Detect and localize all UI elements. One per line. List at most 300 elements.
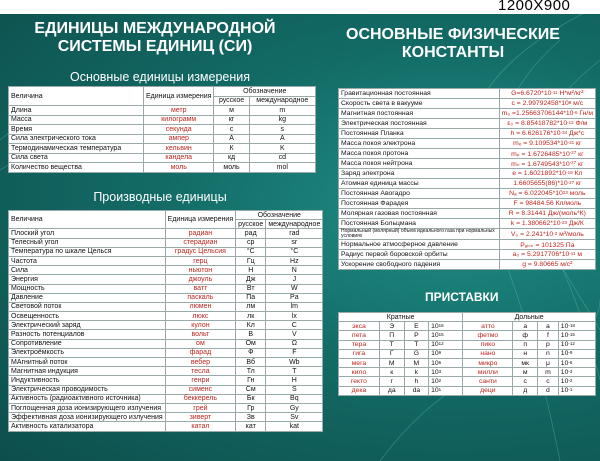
unit-cell: ампер — [144, 134, 214, 144]
russian-symbol-cell: кд — [214, 153, 249, 163]
quantity-cell: Длина — [9, 106, 144, 116]
unit-cell: тесла — [165, 367, 235, 376]
unit-cell: фарад — [165, 348, 235, 357]
constant-name-cell: Масса покоя нейтрона — [339, 159, 500, 169]
unit-cell: беккерель — [165, 394, 235, 403]
table-row — [9, 106, 316, 116]
exponent: -23 — [560, 220, 567, 225]
prefix-russian-cell: с — [513, 377, 538, 386]
exponent: -6 — [573, 110, 578, 115]
unit-cell: метр — [144, 106, 214, 116]
col-russian: русское — [214, 96, 249, 106]
exponent: -27 — [567, 180, 575, 185]
russian-symbol-cell: ср — [236, 238, 266, 247]
prefix-power-cell: $10^6$ — [429, 358, 463, 367]
table-row — [339, 139, 596, 149]
constant-value-cell: $h = 6.626176*10^{-34}$ Дж*с — [499, 129, 595, 139]
unit-cell: ватт — [165, 284, 235, 293]
prefix-international-cell: f — [538, 331, 559, 340]
prefix-russian-cell: ф — [513, 331, 538, 340]
quantity-cell: Электроёмкость — [9, 348, 166, 357]
table-row — [339, 240, 596, 250]
prefix-power-cell: $10^2$ — [429, 377, 463, 386]
unit-cell: радиан — [165, 229, 235, 238]
table-row — [9, 284, 323, 293]
prefix-russian-cell: да — [379, 386, 404, 395]
table-row — [9, 256, 323, 265]
table-row — [9, 275, 323, 284]
international-symbol-cell: N — [266, 266, 323, 275]
unit-cell: паскаль — [165, 293, 235, 302]
russian-symbol-cell: Ф — [236, 348, 266, 357]
russian-symbol-cell: Вб — [236, 358, 266, 367]
prefix-russian-cell: п — [513, 340, 538, 349]
table-row — [339, 368, 596, 377]
quantity-cell: Разность потенциалов — [9, 330, 166, 339]
unit-cell: градус Цельсия — [165, 247, 235, 256]
exponent: -6 — [568, 359, 573, 365]
constant-name-cell: Гравитационная постоянная — [339, 89, 500, 99]
exponent: 9 — [438, 350, 442, 356]
exponent: 15 — [438, 331, 444, 337]
international-symbol-cell: C — [266, 321, 323, 330]
quantity-cell: Электрическая проводимость — [9, 385, 166, 394]
table-row — [339, 260, 596, 270]
exponent: -2 — [553, 230, 558, 236]
quantity-cell: Термодинамическая температура — [9, 144, 144, 154]
table-row — [339, 209, 596, 219]
constant-name-cell: Молярная газовая постоянная — [339, 209, 500, 219]
prefix-name-cell: санти — [463, 377, 513, 386]
international-symbol-cell: F — [266, 348, 323, 357]
quantity-cell: Давление — [9, 293, 166, 302]
prefix-power-cell: $10^{-1}$ — [558, 386, 595, 395]
table-row — [9, 153, 316, 163]
prefix-name-cell: атто — [463, 322, 513, 331]
table-row — [339, 331, 596, 340]
left-title-line-1: ЕДИНИЦЫ МЕЖДУНАРОДНОЙ — [34, 20, 276, 37]
prefix-name-cell: фетмо — [463, 331, 513, 340]
table-row — [339, 340, 596, 349]
table-row — [9, 413, 323, 422]
international-symbol-cell: rad — [266, 229, 323, 238]
table-row — [339, 386, 596, 395]
exponent: -11 — [551, 90, 558, 95]
international-symbol-cell: lx — [266, 312, 323, 321]
constant-name-cell: Электрическая постоянная — [339, 119, 500, 129]
russian-symbol-cell: моль — [214, 163, 249, 173]
exponent: -15 — [568, 331, 575, 337]
quantity-cell: Масса — [9, 115, 144, 125]
russian-symbol-cell: лк — [236, 312, 266, 321]
table-row — [9, 385, 323, 394]
russian-symbol-cell: рад — [236, 229, 266, 238]
exponent: -27 — [569, 159, 577, 165]
exponent: 1 — [438, 387, 442, 393]
table-row — [9, 358, 323, 367]
constant-value-cell: F = 98484.56 Кл/моль — [499, 199, 595, 209]
table-row — [9, 229, 323, 238]
constant-name-cell: Постоянная Фарадея — [339, 199, 500, 209]
russian-symbol-cell: Зв — [236, 413, 266, 422]
international-symbol-cell: H — [266, 376, 323, 385]
prefix-international-cell: da — [404, 386, 428, 395]
quantity-cell: Сила света — [9, 153, 144, 163]
quantity-cell: Сила — [9, 266, 166, 275]
table-row — [9, 330, 323, 339]
table-row — [9, 348, 323, 357]
unit-cell: генри — [165, 376, 235, 385]
table-row — [9, 266, 323, 275]
prefix-russian-cell: Г — [379, 349, 404, 358]
table-row — [339, 159, 596, 169]
international-symbol-cell: S — [266, 385, 323, 394]
international-symbol-cell: Bq — [266, 394, 323, 403]
exponent: -1 — [568, 387, 573, 393]
unit-cell: ньютон — [165, 266, 235, 275]
quantity-cell: МАгнитный поток — [9, 358, 166, 367]
table-row — [9, 134, 316, 144]
prefix-power-cell: $10^{-15}$ — [558, 331, 595, 340]
russian-symbol-cell: Дж — [236, 275, 266, 284]
constant-name-cell: Постоянная Больцмана — [339, 219, 500, 229]
derived-units-table — [8, 210, 323, 432]
international-symbol-cell: J — [266, 275, 323, 284]
constant-name-cell: Радиус первой боровской орбиты — [339, 250, 500, 260]
table-row — [9, 312, 323, 321]
quantity-cell: Эффективная доза ионизирующего излучения — [9, 413, 166, 422]
quantity-cell: Индуктивность — [9, 376, 166, 385]
prefixes-table — [338, 312, 596, 396]
constant-name-cell: Постоянная Планка — [339, 129, 500, 139]
russian-symbol-cell: Тл — [236, 367, 266, 376]
table-row — [9, 144, 316, 154]
prefix-name-cell: пета — [339, 331, 380, 340]
russian-symbol-cell: кат — [236, 422, 266, 431]
quantity-cell: Поглощенная доза ионизирующего излучения — [9, 403, 166, 412]
russian-symbol-cell: лм — [236, 302, 266, 311]
prefix-name-cell: гига — [339, 349, 380, 358]
unit-cell: сименс — [165, 385, 235, 394]
constant-name-cell: Ускорение свободного падения — [339, 260, 500, 270]
quantity-cell: Активность катализатора — [9, 422, 166, 431]
exponent: -18 — [568, 322, 575, 328]
prefix-power-cell: $10^9$ — [429, 349, 463, 358]
constant-name-cell: Нормальный (молярный) объем идеального газа при нормальных условиях — [339, 229, 500, 240]
unit-cell: ом — [165, 339, 235, 348]
prefix-international-cell: k — [404, 368, 428, 377]
russian-symbol-cell: К — [214, 144, 249, 154]
international-symbol-cell: sr — [266, 238, 323, 247]
russian-symbol-cell: м — [214, 106, 249, 116]
col-international: международное — [249, 96, 315, 106]
constant-name-cell: Масса покоя электрона — [339, 139, 500, 149]
quantity-cell: Энергия — [9, 275, 166, 284]
constant-value-cell: $k = 1.380662*10^{-23}$ Дж/К — [499, 219, 595, 229]
unit-cell: люмен — [165, 302, 235, 311]
unit-cell: зиверт — [165, 413, 235, 422]
constant-value-cell: $\varepsilon_0 = 8.85418782*10^{-12}$ Ф/м — [499, 119, 595, 129]
prefix-name-cell: кило — [339, 368, 380, 377]
table-row — [9, 163, 316, 173]
table-row — [9, 321, 323, 330]
quantity-cell: Активность (радиоактивного источника) — [9, 394, 166, 403]
unit-cell: кельвин — [144, 144, 214, 154]
quantity-cell: Электрический заряд — [9, 321, 166, 330]
russian-symbol-cell: Гц — [236, 256, 266, 265]
table-row — [9, 394, 323, 403]
exponent: -12 — [568, 341, 575, 347]
international-symbol-cell: Wb — [266, 358, 323, 367]
prefix-name-cell: мега — [339, 358, 380, 367]
russian-symbol-cell: См — [236, 385, 266, 394]
prefix-international-cell: μ — [538, 358, 559, 367]
russian-symbol-cell: Гн — [236, 376, 266, 385]
constant-value-cell: $V_0 = 2.241*10^{-2}$ м³/моль — [499, 229, 595, 240]
prefix-power-cell: $10^{-12}$ — [558, 340, 595, 349]
constants-table — [338, 88, 596, 270]
international-symbol-cell: Sv — [266, 413, 323, 422]
russian-symbol-cell: Гр — [236, 403, 266, 412]
col-russian: русское — [236, 220, 266, 229]
international-symbol-cell: Gy — [266, 403, 323, 412]
russian-symbol-cell: В — [236, 330, 266, 339]
unit-cell: кандела — [144, 153, 214, 163]
unit-cell: стерадиан — [165, 238, 235, 247]
unit-cell: моль — [144, 163, 214, 173]
quantity-cell: Магнитная индукция — [9, 367, 166, 376]
prefix-international-cell: p — [538, 340, 559, 349]
prefix-name-cell: экса — [339, 322, 380, 331]
exponent: -9 — [568, 350, 573, 356]
quantity-cell: Частота — [9, 256, 166, 265]
table-row — [9, 125, 316, 135]
prefix-russian-cell: М — [379, 358, 404, 367]
prefix-name-cell: милли — [463, 368, 513, 377]
table-row — [339, 322, 596, 331]
russian-symbol-cell: Бк — [236, 394, 266, 403]
exponent: -31 — [567, 140, 575, 145]
constant-value-cell: $m_0 =1.25663706144*10^{-6}$ Гн/м — [499, 109, 595, 119]
prefix-international-cell: d — [538, 386, 559, 395]
constant-value-cell: $1.6605655(86)*10^{-27}$ кг — [499, 179, 595, 189]
russian-symbol-cell: Н — [236, 266, 266, 275]
international-symbol-cell: Pa — [266, 293, 323, 302]
international-symbol-cell: °C — [266, 247, 323, 256]
left-title — [20, 20, 290, 56]
right-title-line-2: КОНСТАНТЫ — [401, 44, 505, 61]
table-row — [9, 339, 323, 348]
prefix-russian-cell: мк — [513, 358, 538, 367]
quantity-cell: Температура по шкале Целься — [9, 247, 166, 256]
table-row — [9, 367, 323, 376]
table-row — [339, 219, 596, 229]
base-units-heading: Основные единицы измерения — [69, 70, 251, 84]
constant-value-cell: R = 8.31441 Дж/(моль*К) — [499, 209, 595, 219]
constant-value-cell: $c = 2.99792458*10^8$ м/с — [499, 99, 595, 109]
international-symbol-cell: kg — [249, 115, 315, 125]
prefix-power-cell: $10^{-9}$ — [558, 349, 595, 358]
table-row — [339, 169, 596, 179]
constant-value-cell: g = 9.80665 м/с² — [499, 260, 595, 270]
exponent: -34 — [560, 130, 568, 135]
col-designation: Обозначение — [214, 87, 316, 97]
col-quantity: Величина — [9, 87, 144, 106]
quantity-cell: Мощность — [9, 284, 166, 293]
international-symbol-cell: T — [266, 367, 323, 376]
table-row — [339, 129, 596, 139]
prefix-power-cell: $10^{-6}$ — [558, 358, 595, 367]
table-row — [339, 349, 596, 358]
international-symbol-cell: Hz — [266, 256, 323, 265]
prefix-russian-cell: м — [513, 368, 538, 377]
prefix-name-cell: нано — [463, 349, 513, 358]
table-row — [339, 199, 596, 209]
constant-value-cell: $N_a = 6.022045*10^{23}$ моль — [499, 189, 595, 199]
prefix-power-cell: $10^{18}$ — [429, 322, 463, 331]
prefix-russian-cell: г — [379, 377, 404, 386]
table-row — [339, 109, 596, 119]
prefix-international-cell: T — [404, 340, 428, 349]
col-designation: Обозначение — [236, 211, 323, 220]
russian-symbol-cell: с — [214, 125, 249, 135]
table-row — [9, 115, 316, 125]
exponent: -3 — [568, 368, 573, 374]
prefix-international-cell: a — [538, 322, 559, 331]
constant-name-cell: Скорость света в вакууме — [339, 99, 500, 109]
prefix-russian-cell: к — [379, 368, 404, 377]
constant-name-cell: Постоянная Авогадро — [339, 189, 500, 199]
prefix-name-cell: дека — [339, 386, 380, 395]
col-unit: Единица измерения — [165, 211, 235, 229]
table-row — [9, 293, 323, 302]
prefix-power-cell: $10^{-3}$ — [558, 368, 595, 377]
prefix-international-cell: m — [538, 368, 559, 377]
size-label: 1200X900 — [498, 0, 571, 14]
table-row — [339, 358, 596, 367]
international-symbol-cell: V — [266, 330, 323, 339]
col-fractional: Дольные — [463, 313, 596, 322]
exponent: 12 — [438, 341, 444, 347]
prefix-power-cell: $10^{-18}$ — [558, 322, 595, 331]
international-symbol-cell: kat — [266, 422, 323, 431]
international-symbol-cell: A — [249, 134, 315, 144]
constant-value-cell: $m_n = 1.6749543*10^{-27}$ кг — [499, 159, 595, 169]
prefix-international-cell: G — [404, 349, 428, 358]
prefix-power-cell: $10^{-2}$ — [558, 377, 595, 386]
prefix-international-cell: c — [538, 377, 559, 386]
exponent: -2 — [568, 377, 573, 383]
prefix-international-cell: P — [404, 331, 428, 340]
international-symbol-cell: Ω — [266, 339, 323, 348]
russian-symbol-cell: Вт — [236, 284, 266, 293]
exponent: -12 — [567, 120, 574, 125]
prefix-name-cell: гекто — [339, 377, 380, 386]
unit-cell: герц — [165, 256, 235, 265]
table-row — [9, 238, 323, 247]
russian-symbol-cell: А — [214, 134, 249, 144]
constant-value-cell: $e = 1.6021892*10^{-19}$ Кл — [499, 169, 595, 179]
prefix-russian-cell: н — [513, 349, 538, 358]
international-symbol-cell: K — [249, 144, 315, 154]
russian-symbol-cell: °С — [236, 247, 266, 256]
table-row — [339, 99, 596, 109]
russian-symbol-cell: Ом — [236, 339, 266, 348]
constant-value-cell: $m_p = 1.6726485*10^{-27}$ кг — [499, 149, 595, 159]
constant-value-cell: Pₐₜₘ = 101325 Па — [499, 240, 595, 250]
constant-name-cell: Атомная единица массы — [339, 179, 500, 189]
col-multiple: Кратные — [339, 313, 463, 322]
prefix-russian-cell: а — [513, 322, 538, 331]
prefix-russian-cell: Э — [379, 322, 404, 331]
col-quantity: Величина — [9, 211, 166, 229]
exponent: -11 — [569, 251, 576, 256]
table-row — [9, 403, 323, 412]
unit-cell: вольт — [165, 330, 235, 339]
table-row — [339, 377, 596, 386]
prefix-name-cell: тера — [339, 340, 380, 349]
table-row — [339, 179, 596, 189]
unit-cell: секунда — [144, 125, 214, 135]
prefix-russian-cell: д — [513, 386, 538, 395]
unit-cell: катал — [165, 422, 235, 431]
constant-name-cell: Магнитная постоянная — [339, 109, 500, 119]
quantity-cell: Время — [9, 125, 144, 135]
unit-cell: грей — [165, 403, 235, 412]
constant-value-cell: $G=6.6720*10^{-11}$ Н*м²/кг² — [499, 89, 595, 99]
right-title — [318, 26, 588, 62]
international-symbol-cell: s — [249, 125, 315, 135]
table-row — [339, 89, 596, 99]
international-symbol-cell: mol — [249, 163, 315, 173]
exponent: -19 — [566, 170, 573, 175]
unit-cell: джоуль — [165, 275, 235, 284]
russian-symbol-cell: Кл — [236, 321, 266, 330]
international-symbol-cell: cd — [249, 153, 315, 163]
quantity-cell: Световой поток — [9, 302, 166, 311]
prefix-power-cell: $10^{12}$ — [429, 340, 463, 349]
quantity-cell: Сила электрического тока — [9, 134, 144, 144]
prefix-name-cell: деци — [463, 386, 513, 395]
unit-cell: килограмм — [144, 115, 214, 125]
exponent: -27 — [569, 149, 577, 155]
constant-value-cell: $a_0 = 5.2917706*10^{-11}$ м — [499, 250, 595, 260]
exponent: 2 — [438, 377, 442, 383]
prefixes-heading: ПРИСТАВКИ — [425, 290, 499, 304]
constant-name-cell: Заряд электрона — [339, 169, 500, 179]
prefix-power-cell: $10^3$ — [429, 368, 463, 377]
quantity-cell: Телесный угол — [9, 238, 166, 247]
prefix-russian-cell: Т — [379, 340, 404, 349]
derived-units-heading: Производные единицы — [93, 190, 227, 204]
table-row — [9, 376, 323, 385]
prefix-name-cell: пико — [463, 340, 513, 349]
unit-cell: кулон — [165, 321, 235, 330]
table-row — [339, 250, 596, 260]
base-units-table — [8, 86, 316, 173]
prefix-power-cell: $10^{15}$ — [429, 331, 463, 340]
col-international: международное — [266, 220, 323, 229]
constant-name-cell: Масса покоя протона — [339, 149, 500, 159]
table-row — [9, 247, 323, 256]
quantity-cell: Сопротивление — [9, 339, 166, 348]
left-title-line-2: СИСТЕМЫ ЕДИНИЦ (СИ) — [57, 38, 253, 55]
exponent: 8 — [568, 100, 572, 105]
quantity-cell: Количество вещества — [9, 163, 144, 173]
prefix-international-cell: h — [404, 377, 428, 386]
exponent: 23 — [562, 190, 568, 195]
table-row — [339, 149, 596, 159]
